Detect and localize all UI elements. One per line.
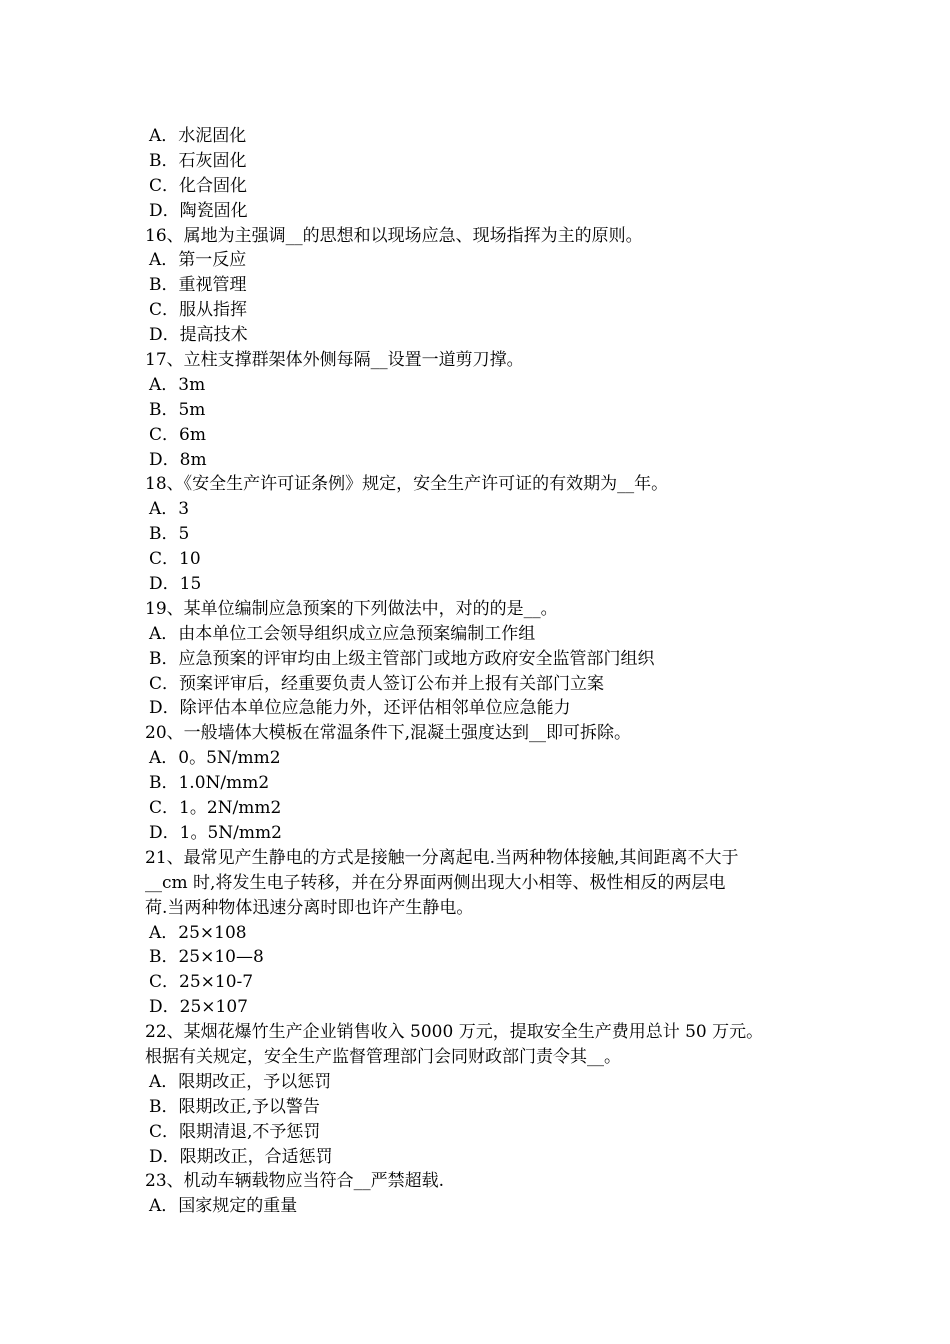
exam-question-list (145, 124, 825, 1219)
question-text: 22、某烟花爆竹生产企业销售收入 5000 万元，提取安全生产费用总计 50 万元。 (145, 1022, 764, 1043)
answer-option: A．国家规定的重量 (149, 1196, 298, 1217)
question-text: 18、《安全生产许可证条例》规定，安全生产许可证的有效期为__年。 (145, 474, 669, 495)
question-text: __cm 时,将发生电子转移，并在分界面两侧出现大小相等、极性相反的两层电 (145, 872, 726, 893)
answer-option: D．限期改正，合适惩罚 (149, 1146, 333, 1167)
answer-option: C．化合固化 (149, 175, 248, 196)
question-text: 荷.当两种物体迅速分离时即也许产生静电。 (145, 897, 474, 918)
answer-option: B．25×10—8 (149, 947, 264, 968)
answer-option: C．10 (149, 549, 201, 570)
answer-option: B．限期改正,予以警告 (149, 1096, 320, 1117)
answer-option: B．重视管理 (149, 275, 247, 296)
answer-option: B．5m (149, 399, 206, 420)
answer-option: C．预案评审后，经重要负责人签订公布并上报有关部门立案 (149, 673, 605, 694)
question-text: 19、某单位编制应急预案的下列做法中，对的的是__。 (145, 598, 558, 619)
answer-option: C．6m (149, 424, 206, 445)
question-text: 23、机动车辆载物应当符合__严禁超载. (145, 1171, 445, 1192)
answer-option: A．25×108 (149, 922, 247, 943)
question-text: 17、立柱支撑群架体外侧每隔__设置一道剪刀撑。 (145, 350, 524, 371)
answer-option: A．限期改正，予以惩罚 (149, 1071, 332, 1092)
answer-option: A．第一反应 (149, 250, 247, 271)
answer-option: B．应急预案的评审均由上级主管部门或地方政府安全监管部门组织 (149, 648, 655, 669)
answer-option: B．5 (149, 524, 190, 545)
answer-option: D．8m (149, 449, 207, 470)
answer-option: C．25×10-7 (149, 972, 254, 993)
answer-option: A．3m (149, 374, 206, 395)
answer-option: A．3 (149, 499, 190, 520)
question-text: 20、一般墙体大模板在常温条件下,混凝土强度达到__即可拆除。 (145, 723, 632, 744)
answer-option: C．限期清退,不予惩罚 (149, 1121, 321, 1142)
answer-option: D．1。5N/mm2 (149, 822, 282, 843)
answer-option: D．提高技术 (149, 325, 248, 346)
answer-option: A．由本单位工会领导组织成立应急预案编制工作组 (149, 623, 536, 644)
answer-option: C．服从指挥 (149, 300, 248, 321)
answer-option: D．25×107 (149, 997, 248, 1018)
answer-option: B．石灰固化 (149, 150, 247, 171)
answer-option: A．0。5N/mm2 (149, 748, 281, 769)
answer-option: D．除评估本单位应急能力外，还评估相邻单位应急能力 (149, 698, 571, 719)
question-text: 21、最常见产生静电的方式是接触一分离起电.当两种物体接触,其间距离不大于 (145, 847, 739, 868)
question-text: 根据有关规定，安全生产监督管理部门会同财政部门责令其__。 (145, 1046, 621, 1067)
answer-option: D．15 (149, 574, 202, 595)
answer-option: C．1。2N/mm2 (149, 798, 282, 819)
answer-option: A．水泥固化 (149, 126, 247, 146)
answer-option: D．陶瓷固化 (149, 200, 248, 221)
question-text: 16、属地为主强调__的思想和以现场应急、现场指挥为主的原则。 (145, 225, 643, 246)
answer-option: B．1.0N/mm2 (149, 773, 270, 794)
